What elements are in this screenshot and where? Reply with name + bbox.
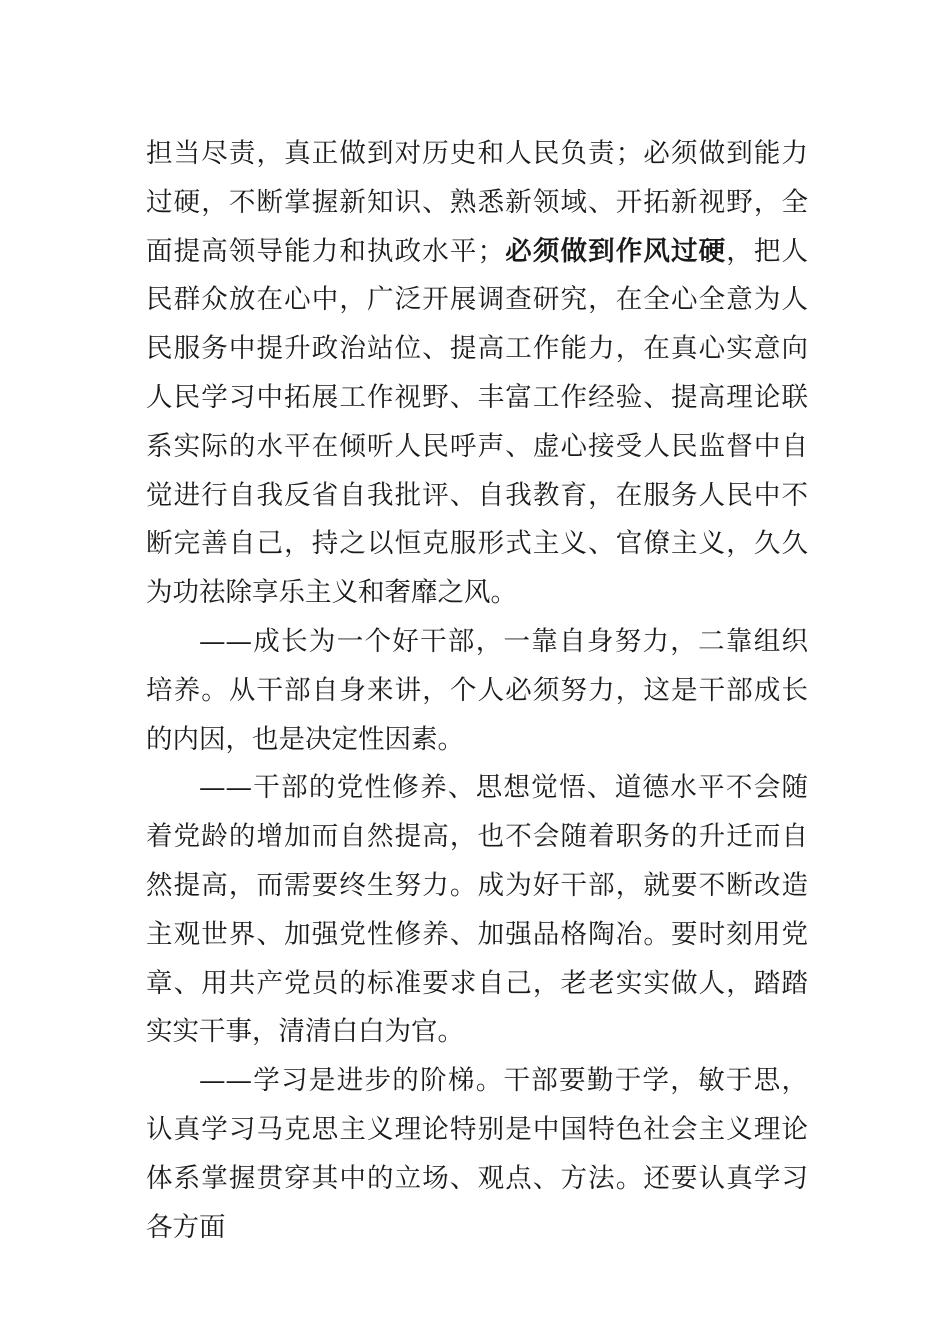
paragraph-1-text-a: 担当尽责，真正做到对历史和人民负责；必须做到能力过硬，不断掌握新知识、熟悉新领域、开拓新视野，全面提高领导能力和执政水平； [146,138,808,267]
paragraph-1 [146,130,808,618]
paragraph-1-bold-phrase: 必须做到作风过硬 [504,235,727,267]
paragraph-2-text: ——成长为一个好干部，一靠自身努力，二靠组织培养。从干部自身来讲，个人必须努力，这是干部成长的内因，也是决定性因素。 [146,625,808,755]
paragraph-2 [146,618,808,764]
paragraph-4-text: ——学习是进步的阶梯。干部要勤于学，敏于思，认真学习马克思主义理论特别是中国特色社会主义理论体系掌握贯穿其中的立场、观点、方法。还要认真学习各方面 [146,1065,808,1243]
document-body [146,130,808,1252]
paragraph-1-text-b: ，把人民群众放在心中，广泛开展调查研究，在全心全意为人民服务中提升政治站位、提高工作能力，在真心实意向人民学习中拓展工作视野、丰富工作经验、提高理论联系实际的水平在倾听人民呼声、虚心接受人民监督中自觉进行自我反省自我批评、自我教育，在服务人民中不断完善自己，持之以恒克服形式主义、官僚主义，久久为功祛除享乐主义和奢靡之风。 [146,235,809,609]
paragraph-3 [146,764,808,1057]
paragraph-4 [146,1057,808,1252]
paragraph-3-text: ——干部的党性修养、思想觉悟、道德水平不会随着党龄的增加而自然提高，也不会随着职务的升迁而自然提高，而需要终生努力。成为好干部，就要不断改造主观世界、加强党性修养、加强品格陶冶。要时刻用党章、用共产党员的标准要求自己，老老实实做人，踏踏实实干事，清清白白为官。 [146,772,808,1048]
